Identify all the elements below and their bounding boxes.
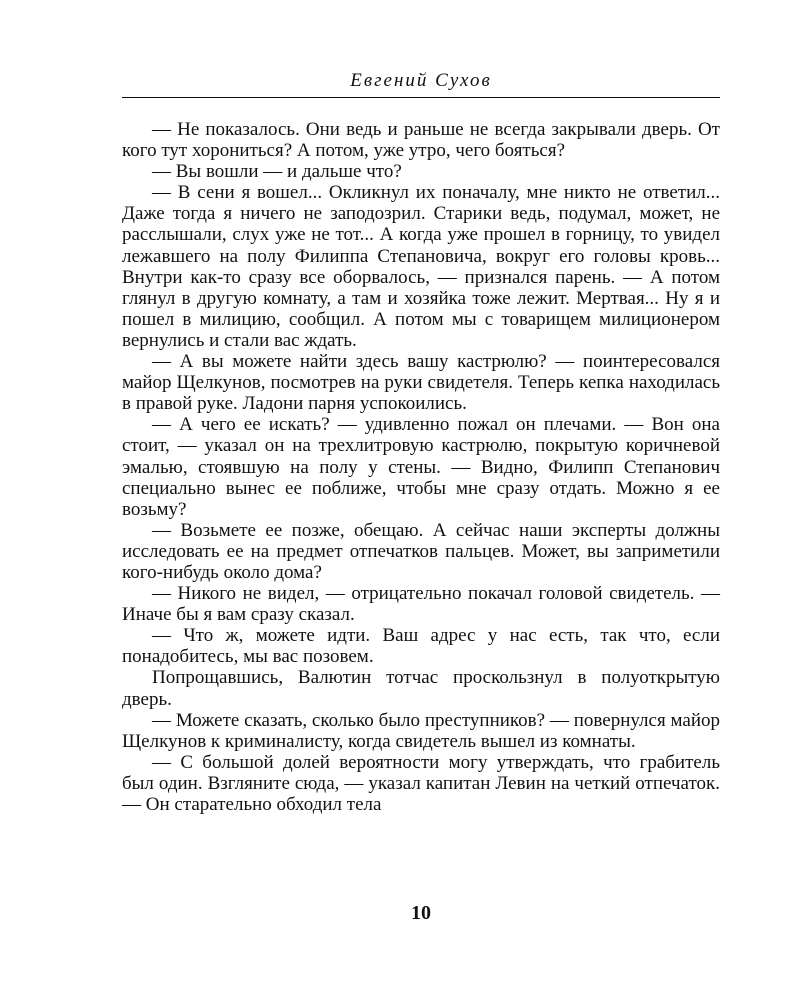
running-title: Евгений Сухов bbox=[350, 70, 492, 91]
paragraph: — С большой долей вероятности могу утверждать, что грабитель был один. Взгляните сюда, — указал капитан Левин на четкий отпечаток. — Он старательно обходил тела bbox=[122, 751, 720, 815]
paragraph: — Что ж, можете идти. Ваш адрес у нас есть, так что, если понадобитесь, мы вас позовем. bbox=[122, 625, 720, 668]
paragraph: — Можете сказать, сколько было преступников? — повернулся майор Щелкунов к криминалисту, когда свидетель вышел из комнаты. bbox=[122, 709, 720, 752]
header-rule bbox=[122, 97, 720, 98]
paragraph: — Вы вошли — и дальше что? bbox=[152, 161, 402, 183]
paragraph: Попрощавшись, Валютин тотчас проскользнул в полуоткрытую дверь. bbox=[122, 667, 720, 710]
body-text bbox=[122, 119, 720, 815]
paragraph: — Не показалось. Они ведь и раньше не всегда закрывали дверь. От кого тут хорониться? А потом, уже утро, чего бояться? bbox=[122, 119, 720, 162]
paragraph: — В сени я вошел... Окликнул их поначалу, мне никто не ответил... Даже тогда я ничего не заподозрил. Старики ведь, подумал, может, не расслышали, слух уже не тот... А когда уже прошел в горницу, то увидел лежавшего на полу Филиппа Степановича, вокруг его головы кровь... Внутри как-то сразу все оборвалось, — признался парень. — А потом глянул в другую комнату, а там и хозяйка тоже лежит. Мертвая... Ну я и пошел в милицию, сообщил. А потом мы с товарищем милиционером вернулись и стали вас ждать. bbox=[122, 182, 720, 351]
paragraph: — А вы можете найти здесь вашу кастрюлю? — поинтересовался майор Щелкунов, посмотрев на руки свидетеля. Теперь кепка находилась в правой руке. Ладони парня успокоились. bbox=[122, 351, 720, 415]
paragraph: — Возьмете ее позже, обещаю. А сейчас наши эксперты должны исследовать ее на предмет отпечатков пальцев. Может, вы заприметили кого-нибудь около дома? bbox=[122, 519, 720, 583]
paragraph: — Никого не видел, — отрицательно покачал головой свидетель. — Иначе бы я вам сразу сказал. bbox=[122, 583, 720, 626]
paragraph: — А чего ее искать? — удивленно пожал он плечами. — Вон она стоит, — указал он на трехлитровую кастрюлю, покрытую коричневой эмалью, стоявшую на полу у стены. — Видно, Филипп Степанович специально вынес ее поближе, чтобы мне сразу отдать. Можно я ее возьму? bbox=[122, 414, 720, 520]
page-number: 10 bbox=[411, 902, 431, 924]
